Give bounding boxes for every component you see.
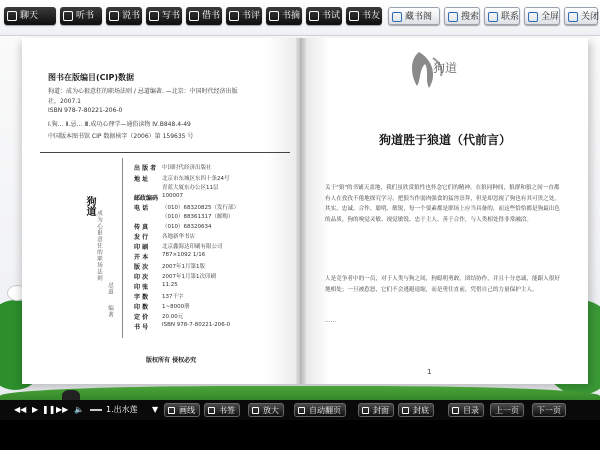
cover-role: 编著: [107, 305, 113, 318]
paragraph: 人是竞争者中的一员，对于人类与狗之间，狗聪明勇敢，团结协作，并且十分忠诚，能跟人很好地相处；一旦被惹怒，它们不会逃避退缩，而是勇往直前，凭借自己的力量保护主人。: [325, 276, 560, 293]
spec-key: 书 号: [134, 324, 149, 331]
chat-icon: [7, 11, 17, 21]
spec-value: 北京鑫海达印刷有限公司: [162, 244, 223, 250]
spec-value: （010）88361317（邮购）: [162, 214, 234, 220]
logo-text: 狗道: [433, 61, 458, 75]
checkbox-icon: [298, 407, 305, 414]
contents-button[interactable]: 目录: [448, 403, 484, 417]
back-cover-icon: [402, 407, 409, 414]
prev-page-button[interactable]: 上一页: [490, 403, 524, 417]
spec-key: 印 张: [134, 284, 149, 291]
chat-button[interactable]: 聊天: [4, 7, 56, 25]
spec-value: 137千字: [162, 294, 184, 300]
spec-value: 787×1092 1/16: [162, 252, 206, 258]
cip-title: 图书在版编目(CIP)数据: [48, 73, 135, 82]
chapter-title: 狗道胜于狼道（代前言）: [378, 133, 511, 147]
auto-flip-button[interactable]: 自动翻页: [294, 403, 346, 417]
close-icon: [568, 12, 578, 22]
spec-key: 发 行: [134, 234, 149, 241]
spec-value: 各地新华书店: [162, 234, 196, 240]
collection-icon: [392, 12, 402, 22]
book-friends-button[interactable]: 书友: [346, 7, 382, 25]
pen-icon: [149, 11, 159, 21]
next-track-icon[interactable]: ▶▶: [56, 405, 69, 414]
cip-line: 社，2007.1: [48, 98, 81, 105]
test-icon: [309, 11, 319, 21]
write-book-button[interactable]: 写书: [146, 7, 182, 25]
search-icon: [448, 12, 458, 22]
spec-key: 印 次: [134, 274, 149, 281]
music-track-select[interactable]: 1.出水莲: [106, 405, 138, 414]
book-logo: [399, 46, 469, 94]
cover-title: 狗道: [84, 196, 95, 216]
pause-icon[interactable]: ❚❚: [42, 405, 56, 414]
headphone-icon: [63, 11, 73, 21]
book-excerpt-button[interactable]: 书摘: [266, 7, 302, 25]
fullscreen-button[interactable]: 全屏: [524, 7, 560, 25]
dropdown-arrow-icon[interactable]: ▼: [152, 405, 159, 414]
speech-icon: [109, 11, 119, 21]
back-cover-button[interactable]: 封底: [398, 403, 434, 417]
spec-key: 定 价: [134, 314, 149, 321]
cover-subtitle: 成为心狠意狂的职场法则: [96, 210, 102, 282]
borrow-book-button[interactable]: 借书: [186, 7, 222, 25]
spec-value: 青蓝大厦东办公区11层: [162, 185, 219, 191]
spec-key: 地 址: [134, 176, 149, 183]
spec-value: 11.25: [162, 282, 178, 288]
spec-key: 电 话: [134, 205, 149, 212]
volume-slider[interactable]: [90, 409, 102, 411]
spec-value: 2007年1月第1次印刷: [162, 274, 216, 280]
bookmark-icon: [208, 407, 215, 414]
book-logo-graphic: [399, 46, 469, 94]
spec-key: 开 本: [134, 254, 149, 261]
contact-button[interactable]: 联系: [484, 7, 520, 25]
next-page-button[interactable]: 下一页: [532, 403, 566, 417]
cover-icon: [362, 407, 369, 414]
spec-value: 100007: [162, 193, 183, 199]
spec-key: 版 次: [134, 264, 149, 271]
cip-line: ISBN 978-7-80221-206-0: [48, 107, 123, 114]
spec-value: （010）68320634: [162, 224, 212, 230]
borrow-icon: [189, 11, 199, 21]
page-number: 1: [427, 368, 432, 376]
friends-icon: [349, 11, 359, 21]
listen-book-button[interactable]: 听书: [60, 7, 102, 25]
pencil-icon: [168, 407, 175, 414]
spec-value: 1~8000册: [162, 304, 190, 310]
spec-key: 出 版 者: [134, 165, 157, 172]
bottom-strip: [0, 420, 600, 450]
mail-icon: [488, 12, 498, 22]
spec-key: 邮政编码: [134, 195, 159, 202]
tell-book-button[interactable]: 说书: [106, 7, 142, 25]
cip-line: Ⅰ.狗… Ⅱ.忌… Ⅲ.成功心理学—通俗读物 Ⅳ.B848.4-49: [48, 121, 191, 128]
book-review-button[interactable]: 书评: [226, 7, 262, 25]
cip-line: 狗道：成为心狠意狂的职场法则 / 忌道编著. —北京：中国时代经济出版: [48, 88, 238, 95]
copyright-notice: 版权所有 侵权必究: [146, 357, 197, 364]
spec-value: 中国时代经济出版社: [162, 165, 212, 171]
prev-track-icon[interactable]: ◀◀: [14, 405, 27, 414]
top-toolbar: [0, 0, 600, 36]
zoom-icon: [252, 407, 259, 414]
draw-line-button[interactable]: 画线: [164, 403, 200, 417]
close-button[interactable]: 关闭: [564, 7, 598, 25]
paragraph: ……: [325, 318, 337, 324]
excerpt-icon: [269, 11, 279, 21]
bookmark-button[interactable]: 书签: [204, 403, 240, 417]
volume-icon[interactable]: 🔈: [74, 405, 84, 414]
fullscreen-checkbox-icon: [528, 12, 538, 22]
cip-line: 中国版本图书馆 CIP 数据核字（2006）第 159635 号: [48, 133, 194, 140]
cip-divider: [40, 152, 290, 153]
cover-author: 忌道: [107, 282, 113, 295]
book-test-button[interactable]: 书试: [306, 7, 342, 25]
collection-button[interactable]: 藏书阁: [388, 7, 440, 25]
book-spine: [296, 38, 306, 384]
comment-icon: [229, 11, 239, 21]
spec-value: 2007年1月第1版: [162, 264, 205, 270]
home-icon: [452, 407, 459, 414]
spec-value: ISBN 978-7-80221-206-0: [162, 322, 231, 328]
spec-key: 印 刷: [134, 244, 149, 251]
spec-value: 北京市东城区东四十条24号: [162, 176, 230, 182]
zoom-button[interactable]: 放大: [248, 403, 284, 417]
spec-key: 传 真: [134, 224, 149, 231]
play-icon[interactable]: ▶: [32, 405, 39, 414]
spec-value: （010）68320825（发行部）: [162, 205, 239, 211]
paragraph: 关于"狼"的书铺天盖地，我们虽欣赏狼性也怀念它们的精神。在狼同种间，狼群和狼之间一直都有人在孜孜不倦地探究学习，把狼当作弱肉强食的猛兽崇拜，但是却忽视了狗也有其可贵之处。其实，忠诚、合作、聪明、敏锐，每一个要素都是职场上应当具备的，而这些恰恰都是狗最出色的品质。狗的嗅觉灵敏、视觉敏锐、忠于主人、善于合作，与人类相处得非常融洽。: [325, 185, 560, 223]
spec-key: 印 数: [134, 304, 149, 311]
spec-key: 字 数: [134, 294, 149, 301]
spec-value: 20.00元: [162, 314, 184, 320]
search-button[interactable]: 搜索: [444, 7, 480, 25]
cover-button[interactable]: 封面: [358, 403, 394, 417]
cover-divider: [122, 158, 123, 338]
